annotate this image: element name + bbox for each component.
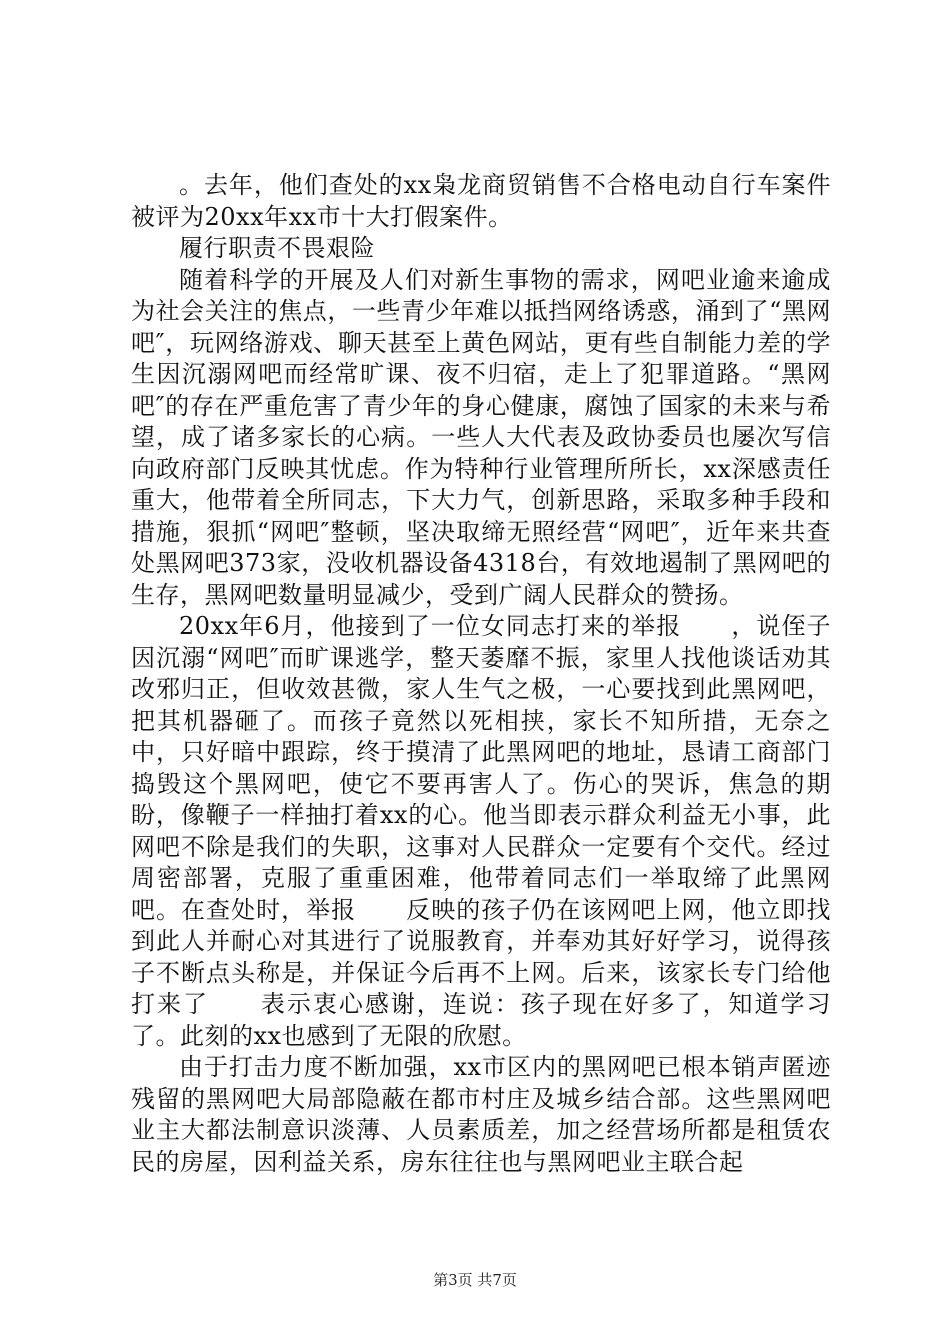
page-number-footer: 第3页 共7页 — [433, 1271, 517, 1289]
paragraph-2: 随着科学的开展及人们对新生事物的需求，网吧业逾来逾成为社会关注的焦点，一些青少年难以抵挡网络诱惑，涌到了“黑网吧″，玩网络游戏、聊天甚至上黄色网站，更有些自制能力差的学生因沉溺网吧而经常旷课、夜不归宿，走上了犯罪道路。“黑网吧″的存在严重危害了青少年的身心健康，腐蚀了国家的未来与希望，成了诸多家长的心病。一些人大代表及政协委员也屡次写信向政府部门反映其忧虑。作为特种行业管理所所长，xx深感责任重大，他带着全所同志，下大力气，创新思路，采取多种手段和措施，狠抓“网吧″整顿，坚决取缔无照经营“网吧″，近年来共查处黑网吧373家，没收机器设备4318台，有效地遏制了黑网吧的生存，黑网吧数量明显减少，受到广阔人民群众的赞扬。 — [131, 265, 831, 609]
paragraph-3: 20xx年6月，他接到了一位女同志打来的举报 ，说侄子因沉溺“网吧″而旷课逃学，整天萎靡不振，家里人找他谈话劝其改邪归正，但收效甚微，家人生气之极，一心要找到此黑网吧，把其机器砸了。而孩子竟然以死相挟，家长不知所措，无奈之中，只好暗中跟踪，终于摸清了此黑网吧的地址，恳请工商部门捣毁这个黑网吧，使它不要再害人了。伤心的哭诉，焦急的期盼，像鞭子一样抽打着xx的心。他当即表示群众利益无小事，此网吧不除是我们的失职，这事对人民群众一定要有个交代。经过周密部署，克服了重重困难，他带着同志们一举取缔了此黑网吧。在查处时，举报 反映的孩子仍在该网吧上网，他立即找到此人并耐心对其进行了说服教育，并奉劝其好好学习，说得孩子不断点头称是，并保证今后再不上网。后来，该家长专门给他打来了 表示衷心感谢，连说：孩子现在好多了，知道学习了。此刻的xx也感到了无限的欣慰。 — [131, 612, 831, 1050]
section-heading: 履行职责不畏艰险 — [179, 234, 375, 262]
paragraph-4: 由于打击力度不断加强，xx市区内的黑网吧已根本销声匿迹残留的黑网吧大局部隐蔽在都市村庄及城乡结合部。这些黑网吧业主大都法制意识淡薄、人员素质差，加之经营场所都是租赁农民的房屋，因利益关系，房东往往也与黑网吧业主联合起 — [131, 1053, 831, 1176]
paragraph-1: 。去年，他们查处的xx枭龙商贸销售不合格电动自行车案件被评为20xx年xx市十大打假案件。 — [131, 171, 831, 231]
document-body — [131, 170, 831, 1178]
